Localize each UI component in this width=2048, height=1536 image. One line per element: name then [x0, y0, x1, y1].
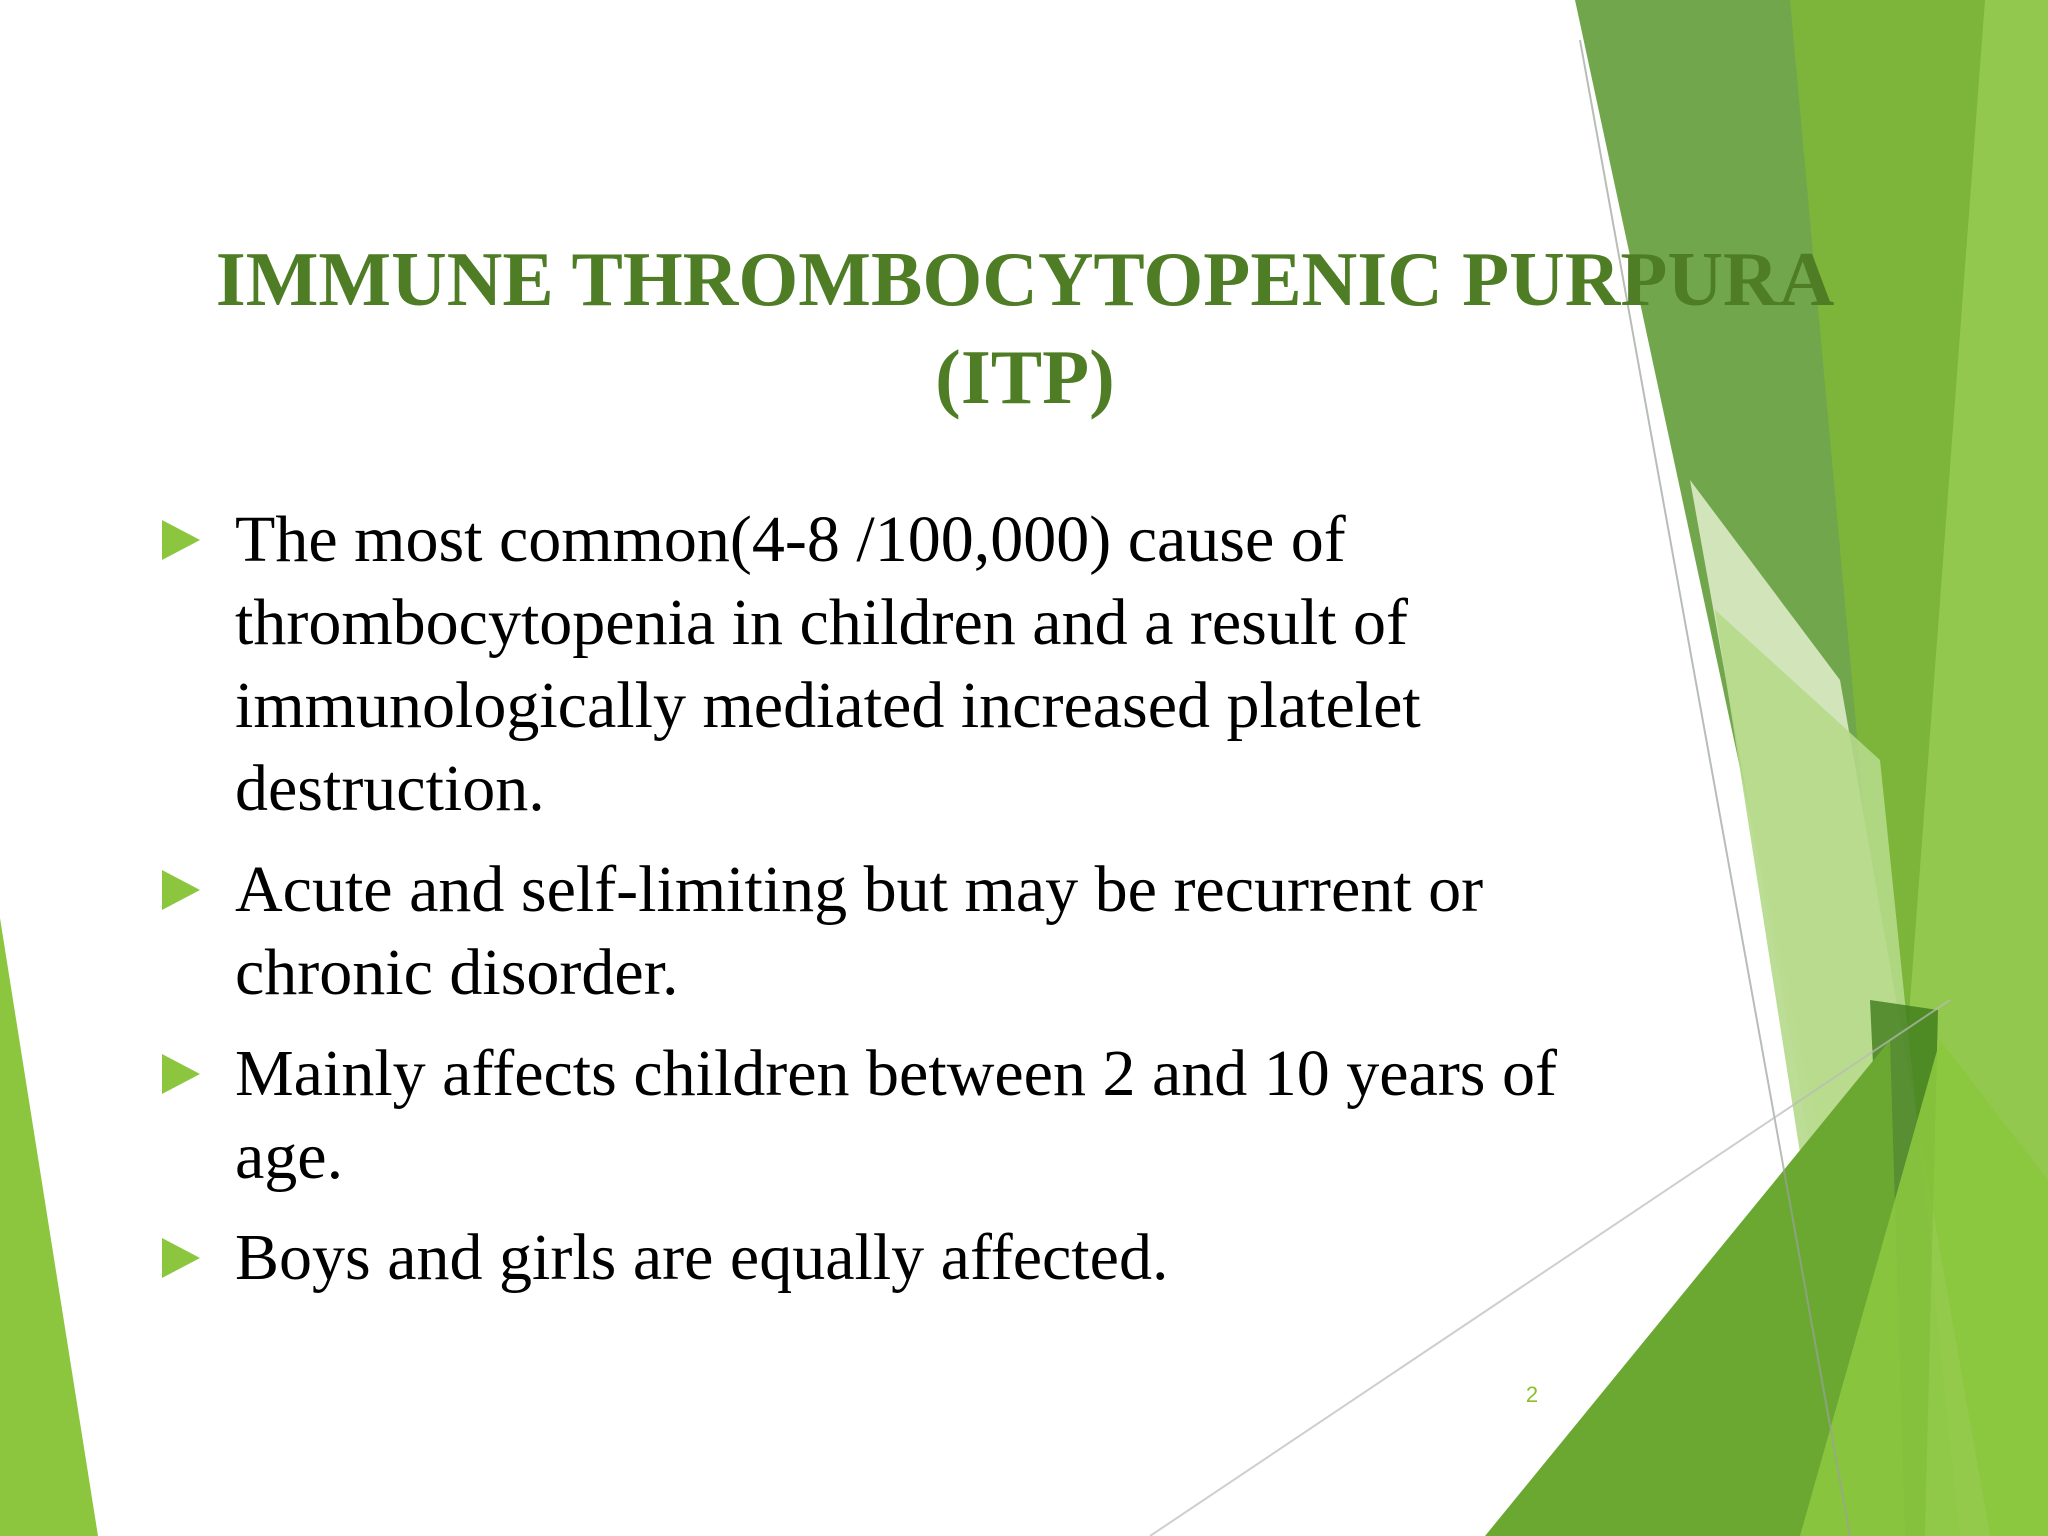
- green-triangle-bullet-icon: [162, 870, 200, 910]
- bullet-item: [160, 848, 1580, 1014]
- bullet-list: [160, 498, 1580, 1317]
- green-triangle-bullet-icon: [162, 520, 200, 560]
- slide-title: [150, 230, 1900, 426]
- bullet-text: Acute and self-limiting but may be recurrent or chronic disorder.: [235, 853, 1484, 1009]
- bullet-text: The most common(4-8 /100,000) cause of thrombocytopenia in children and a result of immunologically mediated increased platelet destruction.: [235, 503, 1421, 825]
- title-line-2: (ITP): [935, 334, 1115, 420]
- slide-number: 2: [1525, 1382, 1539, 1407]
- bullet-text: Boys and girls are equally affected.: [235, 1221, 1169, 1294]
- bullet-item: [160, 1216, 1580, 1299]
- left-green-sliver: [0, 918, 98, 1536]
- green-triangle-bullet-icon: [162, 1054, 200, 1094]
- bullet-item: [160, 498, 1580, 830]
- bullet-item: [160, 1032, 1580, 1198]
- title-line-1: IMMUNE THROMBOCYTOPENIC PURPURA: [215, 236, 1835, 322]
- green-triangle-bullet-icon: [162, 1238, 200, 1278]
- bullet-text: Mainly affects children between 2 and 10 years of age.: [235, 1037, 1557, 1193]
